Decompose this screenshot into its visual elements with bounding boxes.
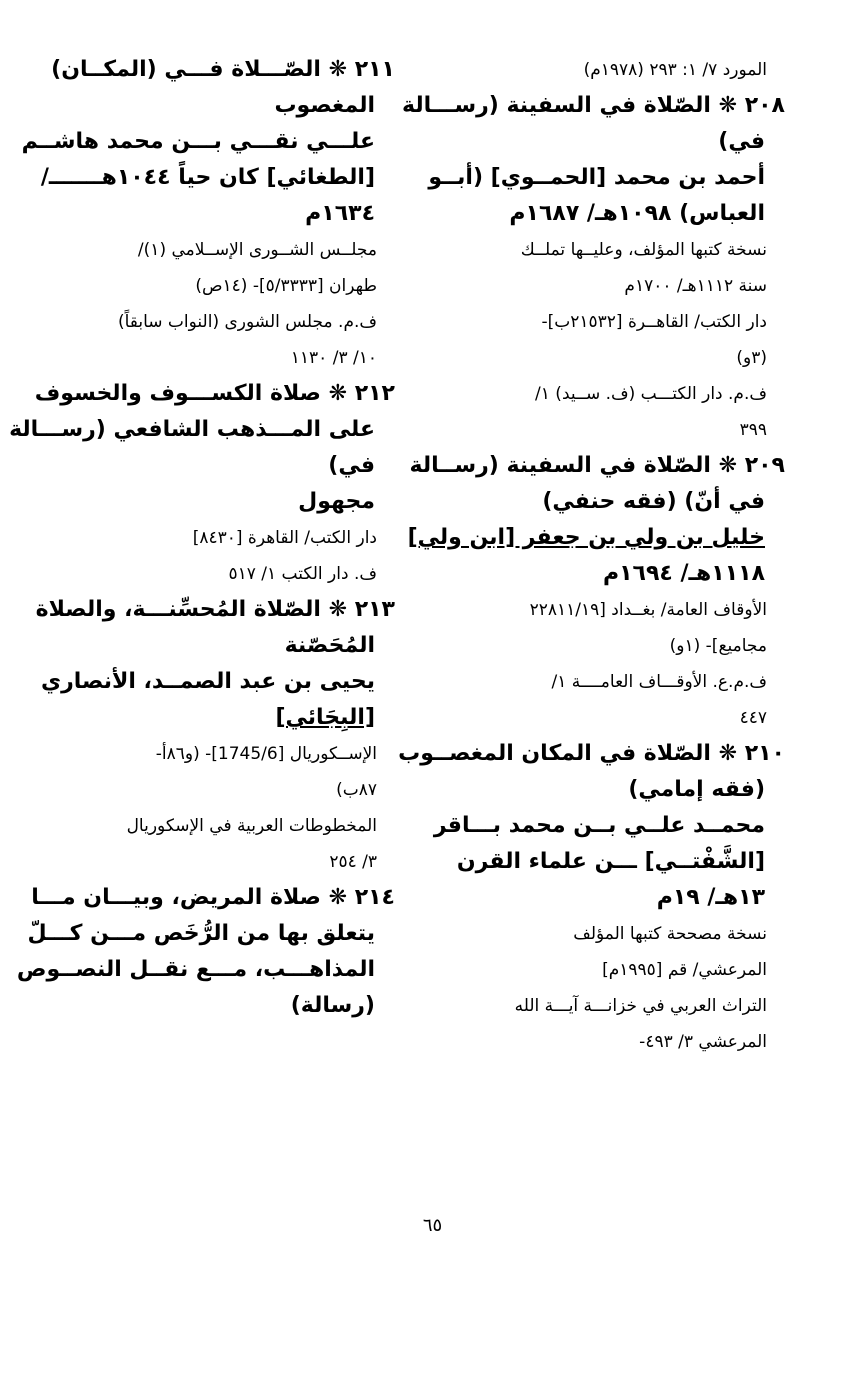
entry-author-line: خليل بن ولي بن جعفر [ابن ولي] <box>407 525 765 550</box>
entry-heading: ٢١٣ ❋ الصّلاة المُحسِّنـــة، والصلاة <box>35 597 395 622</box>
entry-detail-line: ٣/ ٢٥٤ <box>329 852 377 872</box>
entry-detail-line: مجلــس الشــورى الإســلامي (١)/ <box>137 240 377 260</box>
entry-detail-line: ٤٤٧ <box>739 708 767 728</box>
entry-author-line: العباس) ١٠٩٨هـ/ ١٦٨٧م <box>509 201 765 226</box>
entry-heading: ٢١٤ ❋ صلاة المريض، وبيـــان مـــا <box>31 885 395 910</box>
entry-detail-line: نسخة مصححة كتبها المؤلف <box>573 924 767 944</box>
entry-author-line: علـــي نقـــي بـــن محمد هاشــم <box>21 129 375 154</box>
entry-detail-line: طهران [٥/٣٣٣٣]- (١٤ص) <box>195 276 377 296</box>
entry-author-line: ١١١٨هـ/ ١٦٩٤م <box>602 561 765 586</box>
entry-author-line: ١٣هـ/ ١٩م <box>656 885 765 910</box>
entry-author-line: المذاهـــب، مـــع نقــل النصــوص <box>16 957 375 982</box>
entry-author-line: يتعلق بها من الرُّخَص مـــن كـــلّ <box>27 921 375 946</box>
entry-detail-line: ٨٧ب) <box>336 780 377 800</box>
entry-detail-line: المرعشي/ قم [١٩٩٥م] <box>602 960 767 980</box>
entry-detail-line: المورد ٧/ ١: ٢٩٣ (١٩٧٨م) <box>583 60 767 80</box>
entry-detail-line: دار الكتب/ القاهرة [٨٤٣٠] <box>192 528 377 548</box>
entry-heading: ٢١٢ ❋ صلاة الكســـوف والخسوف <box>34 381 395 406</box>
page-number: ٦٥ <box>422 1215 443 1236</box>
entry-detail-line: ف.م. دار الكتـــب (ف. ســيد) ١/ <box>535 384 767 404</box>
entry-author-line: في أنّ) (فقه حنفي) <box>542 489 765 514</box>
entry-author-line: في) <box>328 453 375 478</box>
entry-heading: ٢١١ ❋ الصّـــلاة فـــي (المكــان) <box>51 57 395 82</box>
entry-detail-line: نسخة كتبها المؤلف، وعليــها تملــك <box>520 240 767 260</box>
entry-author-line: مجهول <box>298 489 375 514</box>
entry-author-line: [الطغائي] كان حياً ١٠٤٤هـــــــ/ <box>40 165 375 190</box>
left-column <box>9 52 395 1024</box>
entry-author-line: في) <box>718 129 765 154</box>
entry-detail-line: المرعشي ٣/ ٤٩٣- <box>639 1032 767 1052</box>
entry-author-line: يحيى بن عبد الصمــد، الأنصاري <box>40 669 375 694</box>
entry-author-line: (فقه إمامي) <box>628 777 765 802</box>
entry-heading: ٢٠٩ ❋ الصّلاة في السفينة (رســالة <box>409 453 785 478</box>
entry-detail-line: دار الكتب/ القاهــرة [٢١٥٣٢ب]- <box>541 312 767 332</box>
entry-author-line: المغصوب <box>274 93 375 118</box>
entry-heading: ٢٠٨ ❋ الصّلاة في السفينة (رســـالة <box>402 93 785 118</box>
entry-detail-line: (٣و) <box>736 348 767 368</box>
entry-detail-line: ف.م.ع. الأوقـــاف العامــــة ١/ <box>551 672 767 692</box>
entry-detail-line: ٣٩٩ <box>739 420 767 440</box>
entry-detail-line: ف. دار الكتب ١/ ٥١٧ <box>228 564 377 584</box>
entry-author-line: على المـــذهب الشافعي (رســـالة <box>9 417 375 442</box>
entry-author-line: أحمد بن محمد [الحمــوي] (أبــو <box>428 165 765 190</box>
entry-heading: ٢١٠ ❋ الصّلاة في المكان المغصــوب <box>398 741 785 766</box>
entry-detail-line: التراث العربي في خزانـــة آيـــة الله <box>514 996 767 1016</box>
entry-author-line: المُحَصّنة <box>284 633 375 658</box>
entry-author-line: (رسالة) <box>290 993 375 1018</box>
right-column <box>398 52 785 1060</box>
entry-detail-line: ف.م. مجلس الشورى (النواب سابقاً) <box>117 312 377 332</box>
entry-author-line: [البِجَائي] <box>275 705 375 730</box>
entry-detail-line: الإســكوريال [1745/6]- (و٨٦أ- <box>155 744 377 764</box>
entry-author-line: محمــد علــي بــن محمد بـــاقر <box>433 813 765 838</box>
entry-detail-line: ١٠/ ٣/ ١١٣٠ <box>290 348 377 368</box>
entry-author-line: ١٦٣٤م <box>305 201 375 226</box>
entry-detail-line: سنة ١١١٢هـ/ ١٧٠٠م <box>624 276 767 296</box>
entry-author-line: [الشَّفْتــي] ـــن علماء القرن <box>456 849 765 874</box>
entry-detail-line: الأوقاف العامة/ بغــداد [٢٢٨١١/١٩ <box>529 600 767 620</box>
entry-detail-line: المخطوطات العربية في الإسكوريال <box>126 816 377 836</box>
entry-detail-line: مجاميع]- (١و) <box>669 636 767 656</box>
